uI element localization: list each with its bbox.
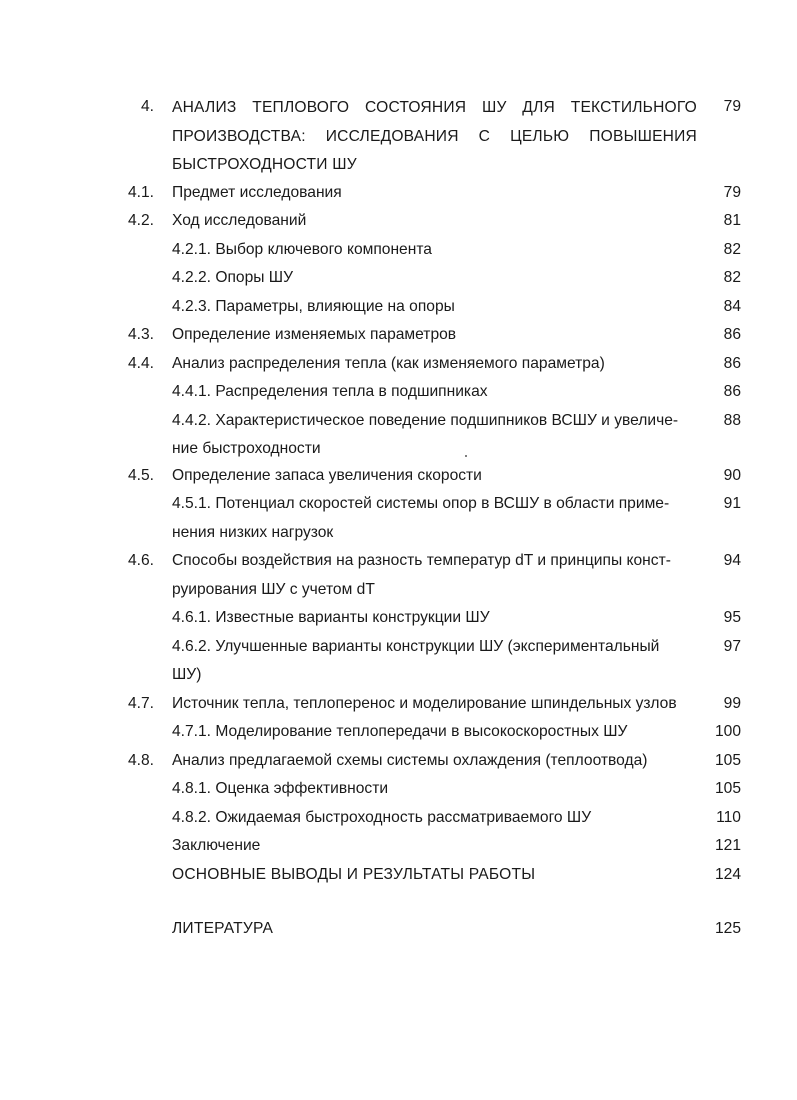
toc-entry-page: 86: [723, 326, 741, 343]
toc-entry-title: Заключение: [172, 837, 261, 854]
toc-entry-title: Источник тепла, теплоперенос и моделирование шпиндельных узлов: [172, 694, 677, 712]
toc-entry-number: 4.2.: [127, 212, 154, 229]
toc-entry-4-4-1: [0, 378, 797, 407]
toc-entry-title: 4.8.1. Оценка эффективности: [172, 780, 389, 797]
toc-entry-4-6-1: [0, 604, 797, 633]
toc-entry-number: 4.1.: [127, 183, 154, 201]
toc-entry-page: 82: [723, 269, 741, 286]
toc-entry-title: 4.2.1. Выбор ключевого компонента: [172, 240, 432, 258]
toc-entry-page: 94: [723, 552, 741, 569]
toc-entry-number: 4.: [140, 98, 154, 115]
toc-entry-4-2: [0, 207, 797, 236]
toc-entry-title-line2: ние быстроходности: [172, 440, 321, 457]
table-of-contents: [0, 93, 797, 944]
toc-entry-4-6: [0, 547, 797, 604]
toc-entry-4-2-3: [0, 293, 797, 322]
toc-entry-title: Анализ распределения тепла (как изменяемого параметра): [172, 354, 605, 372]
toc-entry-title: Определение запаса увеличения скорости: [172, 466, 482, 484]
toc-entry-4-5: [0, 462, 797, 491]
toc-entry-page: 105: [714, 751, 741, 769]
toc-entry-title-line1: 4.5.1. Потенциал скоростей системы опор в ВСШУ в области приме-: [172, 495, 670, 512]
toc-entry-main-conclusions: [0, 861, 797, 890]
toc-entry-number: 4.3.: [127, 326, 154, 343]
toc-entry-literature: [0, 915, 797, 944]
toc-entry-title: АНАЛИЗ ТЕПЛОВОГО СОСТОЯНИЯ ШУ ДЛЯ ТЕКСТИЛЬНОГО ПРОИЗВОДСТВА: ИССЛЕДОВАНИЯ С ЦЕЛЬЮ ПОВЫШЕНИЯ БЫСТРОХОДНОСТИ ШУ: [172, 99, 697, 173]
toc-entry-title: Определение изменяемых параметров: [172, 326, 457, 343]
toc-entry-page: 110: [716, 808, 741, 826]
toc-entry-page: 91: [723, 495, 741, 512]
toc-entry-4-6-2: [0, 633, 797, 690]
toc-entry-page: 86: [723, 383, 741, 400]
toc-entry-title: ОСНОВНЫЕ ВЫВОДЫ И РЕЗУЛЬТАТЫ РАБОТЫ: [172, 865, 536, 883]
toc-entry-number: 4.7.: [127, 694, 154, 712]
toc-entry-title: Ход исследований: [172, 212, 307, 229]
toc-entry-title-line1: Способы воздействия на разность температур dT и принципы конст-: [172, 552, 671, 569]
toc-entry-page: 79: [723, 98, 741, 115]
toc-entry-4-8: [0, 747, 797, 776]
toc-entry-page: 84: [723, 297, 741, 315]
toc-entry-title: ЛИТЕРАТУРА: [172, 920, 274, 937]
toc-entry-4-8-1: [0, 775, 797, 804]
toc-entry-title: 4.7.1. Моделирование теплопередачи в высокоскоростных ШУ: [172, 723, 628, 740]
toc-entry-page: 99: [723, 694, 741, 712]
toc-entry-page: 121: [714, 837, 741, 854]
scan-speck: [465, 455, 467, 457]
toc-entry-page: 86: [723, 354, 741, 372]
toc-entry-title-line2: ШУ): [172, 666, 202, 683]
toc-entry-title: Предмет исследования: [172, 183, 342, 201]
toc-entry-page: 100: [714, 723, 741, 740]
toc-entry-title: 4.2.2. Опоры ШУ: [172, 269, 294, 286]
toc-entry-4-5-1: [0, 490, 797, 547]
toc-entry-4-2-1: [0, 236, 797, 265]
toc-entry-4-4: [0, 350, 797, 379]
toc-entry-page: 95: [723, 609, 741, 626]
toc-entry-4: [0, 93, 797, 180]
toc-entry-number: 4.4.: [127, 354, 154, 372]
toc-entry-title: 4.6.1. Известные варианты конструкции ШУ: [172, 609, 490, 626]
toc-entry-title: 4.4.1. Распределения тепла в подшипниках: [172, 383, 488, 400]
toc-entry-title-line2: нения низких нагрузок: [172, 523, 334, 541]
toc-entry-title-line2: руирования ШУ с учетом dT: [172, 580, 375, 598]
toc-entry-title: Анализ предлагаемой схемы системы охлаждения (теплоотвода): [172, 751, 648, 769]
toc-entry-page: 82: [723, 240, 741, 258]
toc-entry-title: 4.8.2. Ожидаемая быстроходность рассматриваемого ШУ: [172, 808, 592, 826]
toc-entry-conclusion: [0, 832, 797, 861]
toc-entry-page: 88: [723, 411, 741, 429]
toc-entry-page: 81: [723, 212, 741, 229]
toc-entry-title-line1: 4.4.2. Характеристическое поведение подшипников ВСШУ и увеличе-: [172, 411, 679, 429]
section-spacer: [0, 889, 797, 915]
toc-entry-4-7-1: [0, 718, 797, 747]
toc-entry-number: 4.8.: [127, 751, 154, 769]
toc-entry-4-7: [0, 690, 797, 719]
toc-entry-title: 4.2.3. Параметры, влияющие на опоры: [172, 297, 455, 315]
toc-entry-page: 124: [714, 865, 741, 883]
toc-entry-page: 125: [714, 920, 741, 937]
toc-entry-4-3: [0, 321, 797, 350]
toc-entry-page: 105: [714, 780, 741, 797]
toc-entry-number: 4.6.: [127, 552, 154, 569]
toc-entry-page: 97: [723, 637, 741, 655]
toc-entry-title-line1: 4.6.2. Улучшенные варианты конструкции ШУ (экспериментальный: [172, 637, 660, 655]
toc-entry-page: 79: [723, 183, 741, 201]
toc-entry-number: 4.5.: [127, 466, 154, 484]
toc-entry-4-4-2: [0, 407, 797, 464]
toc-entry-4-2-2: [0, 264, 797, 293]
toc-entry-4-1: [0, 179, 797, 208]
toc-entry-page: 90: [723, 466, 741, 484]
toc-entry-4-8-2: [0, 804, 797, 833]
